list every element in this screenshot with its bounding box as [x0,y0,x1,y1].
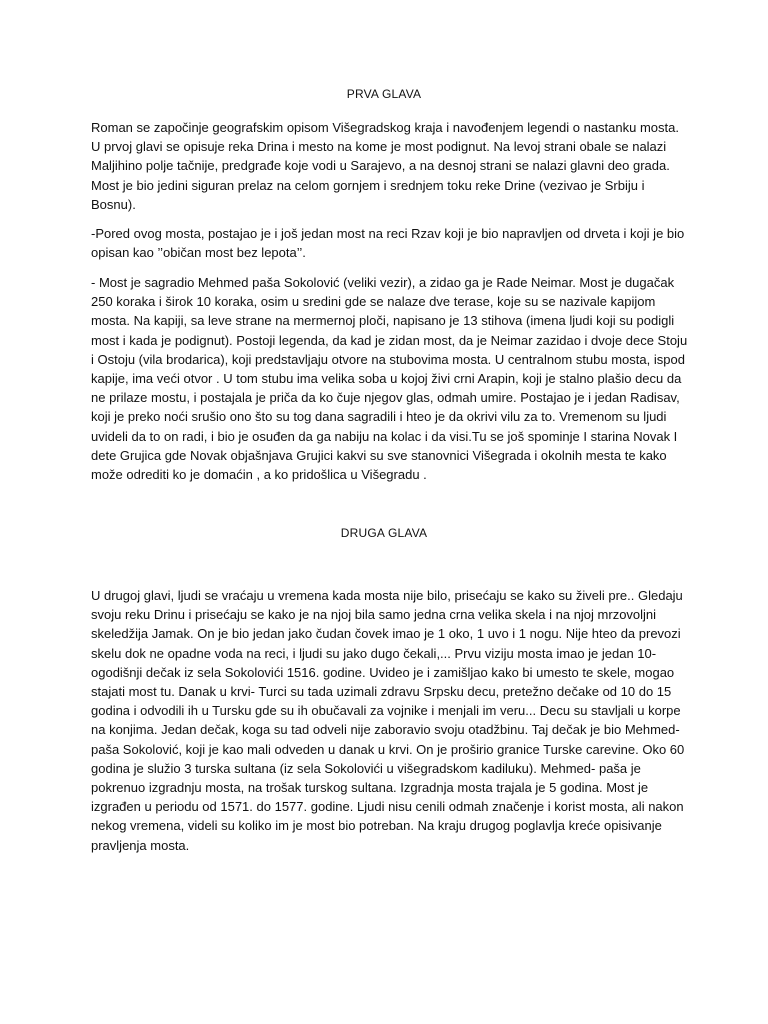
chapter-1-heading: PRVA GLAVA [346,87,422,101]
chapter-2-heading: DRUGA GLAVA [340,526,428,540]
chapter-2-paragraph-1: U drugoj glavi, ljudi se vraćaju u vremena kada mosta nije bilo, prisećaju se kako su živeli pre.. Gledaju svoju reku Drinu i prisećaju se kako je na njoj bila samo jedna crna velika skela i na njoj mrzovoljni skeledžija Jamak. On je bio jedan jako čudan čovek imao je 1 oko, 1 uvo i 1 nogu. Nije hteo da prevozi skelu dok ne opadne voda na reci, i ljudi su jako dugo čekali,... Prvu viziju mosta imao je jedan 10-ogodišnji dečak iz sela Sokolovići 1516. godine. Uvideo je i zamišljao kako bi umesto te skele, mogao stajati most tu. Danak u krvi- Turci su tada uzimali zdravu Srpsku decu, pretežno dečake od 10 do 15 godina i odvodili ih u Tursku gde su ih obučavali za vojnike i menjali im veru... Decu su stavljali u korpe na konjima. Jedan dečak, koga su tad odveli nije zaboravio svoju otadžbinu. Taj dečak je bio Mehmed- paša Sokolović, koji je kao mali odveden u danak u krvi. On je proširio granice Turske carevine. Oko 60 godina je služio 3 turska sultana (iz sela Sokolovići u višegradskom kadiluku). Mehmed- paša je pokrenuo izgradnju mosta, na trošak turskog sultana. Izgradnja mosta trajala je 5 godina. Most je izgrađen u periodu od 1571. do 1577. godine. Ljudi nisu cenili odmah značenje i korist mosta, ali nakon nekog vremena, videli su koliko im je most bio potreban. Na kraju drugog poglavlja kreće opisivanje pravljenja mosta. [91,588,685,853]
chapter-1-paragraph-1: Roman se započinje geografskim opisom Višegradskog kraja i navođenjem legendi o nastanku mosta. U prvoj glavi se opisuje reka Drina i mesto na kome je most podignut. Na levoj strani obale se nalazi Maljihino polje tačnije, predgrađe koje vodi u Sarajevo, a na desnoj strani se nalazi glavni deo grada. Most je bio jedini siguran prelaz na celom gornjem i srednjem toku reke Drine (vezivao je Srbiju i Bosnu). [91,120,679,212]
chapter-1-paragraph-2: -Pored ovog mosta, postajao je i još jedan most na reci Rzav koji je bio napravljen od drveta i koji je bio opisan kao ’’običan most bez lepota’’. [91,226,685,261]
chapter-1-paragraph-3: - Most je sagradio Mehmed paša Sokolović (veliki vezir), a zidao ga je Rade Neimar. Most je dugačak 250 koraka i širok 10 koraka, osim u sredini gde se nalaze dve terase, koje su se nazivale kapijom mosta. Na kapiji, sa leve strane na mermernoj ploči, napisano je 13 stihova (imena ljudi koji su podigli most i kada je podignut). Postoji legenda, da kad je zidan most, da je Neimar zazidao i dvoje dece Stoju i Ostoju (vila brodarica), koji predstavljaju otvore na stubovima mosta. U centralnom stubu mosta, ispod kapije, ima veći otvor . U tom stubu ima velika soba u kojoj živi crni Arapin, koji je stalno plašio decu da ne prilaze mostu, i postajala je priča da ko čuje njegov glas, odmah umire. Postajao je i jedan Radisav, koji je preko noći srušio ono što su tog dana sagradili i hteo je da okrivi vilu za to. Vremenom su ljudi uvideli da to on radi, i bio je osuđen da ga nabiju na kolac i da visi.Tu se još spominje I starina Novak I dete Grujica gde Novak objašnjava Grujici kakvi su sve stanovnici Višegrada i okolnih mesta te kako može odrediti ko je domaćin , a ko pridošlica u Višegradu . [91,275,688,483]
